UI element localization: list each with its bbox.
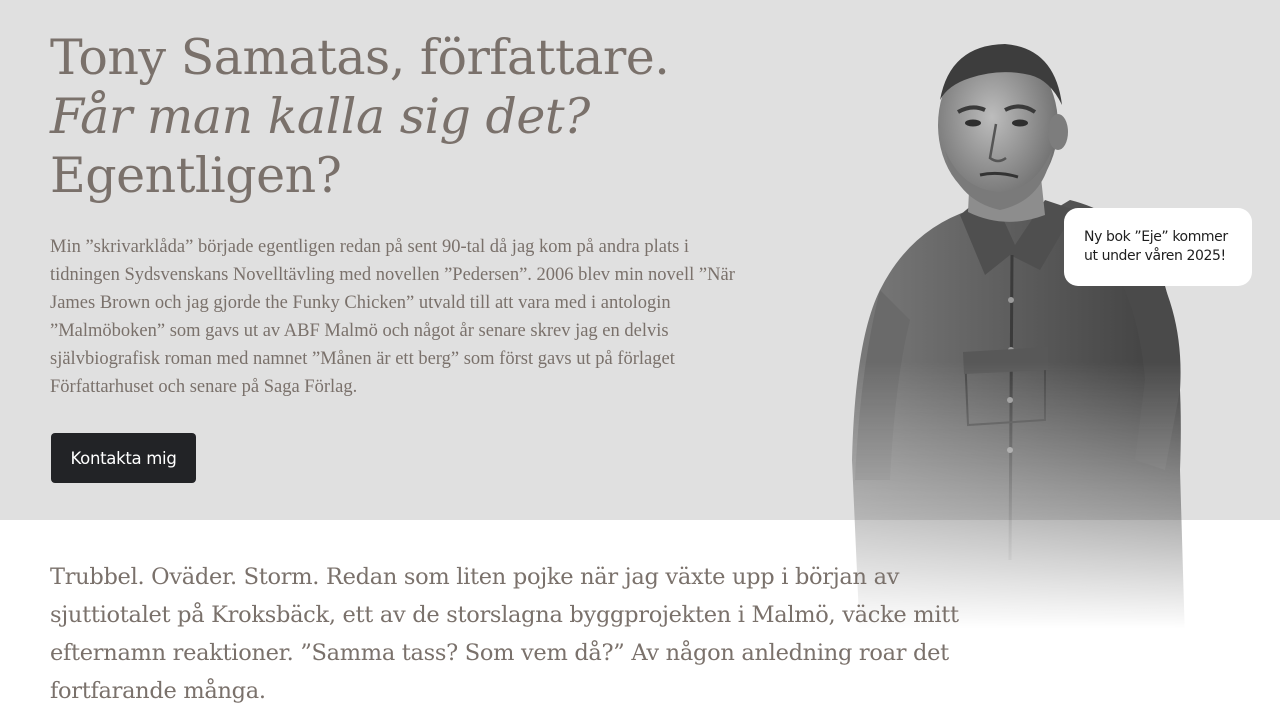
hero-headline [50,28,669,205]
new-book-bubble-text: Ny bok ”Eje” kommer ut under våren 2025! [1084,229,1228,264]
story-text: Trubbel. Oväder. Storm. Redan som liten pojke när jag växte upp i början av sjuttiotalet på Kroksbäck, ett av de storslagna byggprojekten i Malmö, väcke mitt efternamn reaktioner. ”Samma tass? Som vem då?” Av någon anledning roar det fortfarande många. [50,564,959,704]
headline-line-1: Tony Samatas, författare. [50,29,670,86]
headline-line-2: Får man kalla sig det? [50,88,590,145]
headline-line-3: Egentligen? [50,147,342,204]
hero-intro-text: Min ”skrivarklåda” började egentligen redan på sent 90-tal då jag kom på andra plats i tidningen Sydsvenskans Novelltävling med novellen ”Pedersen”. 2006 blev min novell ”När James Brown och jag gjorde the Funky Chicken” utvald till att vara med i antologin ”Malmöboken” som gavs ut av ABF Malmö och något år senare skrev jag en delvis självbiografisk roman med namnet ”Månen är ett berg” som först gavs ut på förlaget Författarhuset och senare på Saga Förlag. [50,237,735,397]
new-book-bubble [1064,208,1252,286]
contact-button[interactable]: Kontakta mig [51,433,196,483]
